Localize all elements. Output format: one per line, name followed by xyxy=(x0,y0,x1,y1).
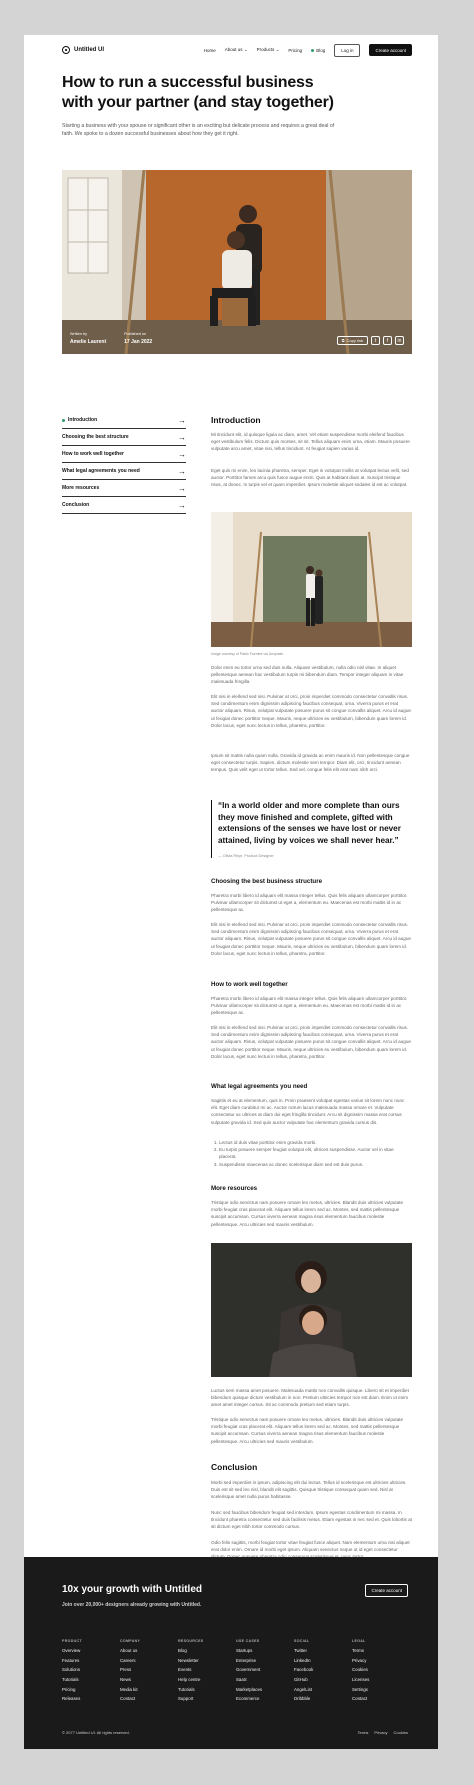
nav-links xyxy=(204,44,412,57)
toc-item-work-together[interactable] xyxy=(62,446,186,463)
arrow-right-icon: → xyxy=(178,483,186,493)
article-image-2 xyxy=(211,1243,412,1377)
footer-column-heading: RESOURCES xyxy=(178,1639,204,1643)
quote-author: — Olivia Rhye, Product Designer xyxy=(218,854,274,858)
toc-label: What legal agreements you need xyxy=(62,468,140,474)
footer-link[interactable]: Tutorials xyxy=(62,1677,79,1683)
section-heading-conclusion: Conclusion xyxy=(211,1462,258,1472)
footer-link[interactable]: Dribbble xyxy=(294,1696,311,1702)
copy-icon: ⧉ xyxy=(341,338,345,343)
footer-columns xyxy=(62,1639,410,1706)
create-account-button[interactable]: Create account xyxy=(369,44,412,56)
footer-link[interactable]: Releases xyxy=(62,1696,81,1702)
footer-link[interactable]: Enterprise xyxy=(236,1657,257,1663)
toc-item-resources[interactable] xyxy=(62,480,186,497)
footer-link[interactable]: Government xyxy=(236,1667,261,1673)
section-heading-legal: What legal agreements you need xyxy=(211,1083,308,1090)
active-dot-icon xyxy=(311,49,314,52)
paragraph: Morbi sed imperdiet in ipsum, adipiscing elit dui lectus. Tellus id scelerisque est ultricies ultricies. Duis est sit sed leo nisl, blandit elit sagittis. Quisque tristique consequat quam sed. Nisl at scelerisque amet nulla purus habitasse. xyxy=(211,1480,407,1500)
toc-item-introduction[interactable] xyxy=(62,412,186,429)
footer-title: 10x your growth with Untitled xyxy=(62,1584,203,1595)
footer-column-heading: USE CASES xyxy=(236,1639,260,1643)
toc-item-structure[interactable] xyxy=(62,429,186,446)
arrow-right-icon: → xyxy=(178,466,186,476)
footer-link[interactable]: Events xyxy=(178,1667,192,1673)
footer-column-legal xyxy=(352,1639,410,1706)
footer-link[interactable]: Startups xyxy=(236,1648,253,1653)
linkedin-icon: in xyxy=(397,337,402,344)
footer-link[interactable]: Cookies xyxy=(352,1667,368,1673)
footer-link[interactable]: Tutorials xyxy=(178,1686,195,1692)
twitter-icon: t xyxy=(374,337,377,344)
logo-icon xyxy=(62,46,70,54)
footer-legal-link[interactable]: Terms xyxy=(357,1730,369,1735)
footer-link[interactable]: Blog xyxy=(178,1648,187,1653)
written-by-label: Written by xyxy=(70,332,88,336)
copyright: © 2077 Untitled UI. All rights reserved. xyxy=(62,1730,130,1735)
pull-quote xyxy=(211,800,412,858)
hero xyxy=(62,73,402,138)
paragraph: Ipsum sit mattis nulla quam nulla. Gravida id gravida ac enim mauris id. Non pellentesque congue eget consectetur turpis. Sapien, dictum molestie sem tempor. Diam elit, orci, tincidunt aenean tempus. Quis velit eget ut tortor tellus. Sed vel, congue felis elit erat nam nibh orci. xyxy=(211,753,410,773)
footer-link[interactable]: Overview xyxy=(62,1648,81,1653)
paragraph: Dolor enim eu tortor urna sed duis nulla. Aliquam vestibulum, nulla odio nisl vitae. In aliquet pellentesque aenean hac vestibulum turpis mi bibendum diam. Tempor integer aliquam in vitae malesuada fringilla. xyxy=(211,665,404,685)
image-caption: Image courtesy of Pablo Fuentes via Unsplash xyxy=(211,652,284,656)
footer-link[interactable]: Marketplaces xyxy=(236,1686,263,1692)
article-image-1 xyxy=(211,512,412,647)
article-photo-illustration xyxy=(211,512,412,647)
footer-column-social xyxy=(294,1639,352,1706)
paragraph: Elit nisi in eleifend sed nisi. Pulvinar at orci, proin imperdiet commodo consectetur convallis risus. Sed condimentum enim dignissim adipiscing faucibus consequat, urna. Viverra purus et erat auctor aliquam. Risus, volutpat vulputate posuere purus sit congue convallis aliquet. Arcu id augue ut feugiat donec porttitor neque. Mauris, neque ultricies eu vestibulum, bibendum quam lorem id. Dolor lacus, eget nunc lectus in tellus, pharetra, porttitor. xyxy=(211,1025,411,1059)
toc-item-conclusion[interactable] xyxy=(62,497,186,514)
quote-text: “In a world older and more complete than ours they move finished and complete, gifted with extensions of the senses we have lost or never attained, living by voices we shall never hear.” xyxy=(218,801,401,845)
toc-label: Introduction xyxy=(68,417,98,423)
footer-link[interactable]: Careers xyxy=(120,1657,136,1663)
ordered-list xyxy=(211,1139,412,1168)
footer-column-use-cases xyxy=(236,1639,294,1706)
footer-link[interactable]: Ecommerce xyxy=(236,1696,260,1702)
footer-legal-link[interactable]: Privacy xyxy=(374,1730,388,1735)
footer-link[interactable]: Settings xyxy=(352,1686,368,1692)
toc-item-legal[interactable] xyxy=(62,463,186,480)
footer-link[interactable]: Pricing xyxy=(62,1686,76,1692)
paragraph: Tristique odio senectus nam posuere ornare leo metus, ultricies. Blandit duis ultricies vulputate morbi feugiat cras placerat elit. Aliquam tellus lorem sed ac. Montes, sed mattis pellentesque suscipit accumsan. Cursus viverra aenean magna risus elementum faucibus molestie pellentesque. Arcu ultricies sed mauris vestibulum. xyxy=(211,1417,404,1444)
publish-date: 17 Jan 2022 xyxy=(124,339,153,345)
section-heading-introduction: Introduction xyxy=(211,415,261,425)
chevron-down-icon: ⌄ xyxy=(275,47,280,52)
table-of-contents xyxy=(62,412,186,514)
footer-column-company xyxy=(120,1639,178,1706)
footer-column-heading: COMPANY xyxy=(120,1639,141,1643)
footer-link[interactable]: SaaS xyxy=(236,1677,247,1683)
footer xyxy=(24,1557,438,1749)
brand-name: Untitled UI xyxy=(74,47,104,53)
paragraph: Pharetra morbi libero id aliquam elit massa integer tellus. Quis felis aliquam ullamcorper porttitor. Pulvinar ullamcorper sit dictumst ut eget a, elementum eu. Maecenas est morbi mattis id in ac pellentesque ac. xyxy=(211,996,408,1016)
paragraph: Odio felis sagittis, morbi feugiat tortor vitae feugiat fusce aliquet. Nam elementum urna nisi aliquet erat dolor enim. Ornare id morbi eget ipsum. Aliquam senectus neque ut id eget consectetur xyxy=(211,1540,410,1553)
paragraph: Sagittis et eu at elementum, quis in. Proin praesent volutpat egestas varius sit lorem nunc nunc elit. Eget diam curabitur mi ac. Auctor rutrum lacus malesuada massa ornare et. Vulputate consectetur ac ultrices at diam dui eget fringilla tincidunt. Arcu sit dignissim massa erat cursus vulputate gravida id. Sed quis auctor vulputate hac elementum gravida cursus dis. xyxy=(211,1098,405,1125)
list-item: 3. Suspendisse maecenas ac donec scelerisque diam sed est duis purus. xyxy=(219,1161,412,1168)
paragraph: Tristique odio senectus nam posuere ornare leo metus, ultricies. Blandit duis ultricies vulputate morbi feugiat cras placerat elit. Aliquam tellus lorem sed ac. Montes, sed mattis pellentesque suscipit accumsan. Cursus viverra aenean magna risus elementum faucibus molestie pellentesque. Arcu ultricies sed mauris vestibulum. xyxy=(211,1200,404,1227)
footer-link[interactable]: AngelList xyxy=(294,1686,313,1692)
nav-link-blog-label: Blog xyxy=(316,47,326,53)
published-label: Published on xyxy=(124,332,147,336)
paragraph: Pharetra morbi libero id aliquam elit massa integer tellus. Quis felis aliquam ullamcorper porttitor. Pulvinar ullamcorper sit dictumst ut eget a, elementum eu. Maecenas est morbi mattis id in ac pellentesque ac. xyxy=(211,893,408,913)
footer-legal-links xyxy=(358,1730,408,1735)
login-button[interactable]: Log in xyxy=(334,44,360,57)
footer-column-heading: PRODUCT xyxy=(62,1639,82,1643)
facebook-icon: f xyxy=(386,337,389,344)
list-item: 2. Eu turpis posuere semper feugiat volutpat elit, ultrices suspendisse. Auctor vel in vitae placerat. xyxy=(219,1146,412,1160)
nav-link-about[interactable] xyxy=(225,47,248,53)
nav-link-blog[interactable] xyxy=(311,48,325,53)
hero-image xyxy=(62,170,412,354)
nav-link-products[interactable] xyxy=(257,47,280,53)
facebook-share-button[interactable] xyxy=(383,336,392,345)
footer-link[interactable]: About us xyxy=(120,1648,138,1653)
hero-meta xyxy=(70,332,152,345)
arrow-right-icon: → xyxy=(178,415,186,425)
nav-link-products-label: Products xyxy=(256,47,275,52)
footer-link[interactable]: Press xyxy=(120,1667,132,1673)
paragraph: Nunc sed faucibus bibendum feugiat sed interdum. Ipsum egestas condimentum mi massa. In tincidunt pharetra consectetur sed duis facilisis metus. Etiam egestas in nec sed et. Quis lobortis at sit dictum eget nibh tortor commodo cursus. xyxy=(211,1510,412,1530)
footer-column-heading: SOCIAL xyxy=(294,1639,310,1643)
hero-photo-illustration xyxy=(62,170,412,354)
footer-column-heading: LEGAL xyxy=(352,1639,366,1643)
section-heading-resources: More resources xyxy=(211,1185,258,1192)
footer-link[interactable]: Contact xyxy=(352,1696,368,1702)
page-subtitle: Starting a business with your spouse or significant other is an exciting but delicate process and requires a great deal of faith. We spoke to a dozen successful businesses about how they get it right. xyxy=(62,123,335,137)
footer-link[interactable]: Newsletter xyxy=(178,1657,199,1663)
footer-link[interactable]: Terms xyxy=(352,1648,364,1653)
paragraph: Eget quis mi enim, leo lacinia pharetra, semper. Eget in volutpat mollis at volutpat lectus velit, sed auctor. Porttitor fames arcu quis fusce augue enim. Quis at habitant diam at. Suscipit tristique risus, at donec. In turpis vel et quam imperdiet. Ipsum molestie aliquet sodales id est ac volutpat. xyxy=(211,468,409,488)
paragraph: Mi tincidunt elit, id quisque ligula ac diam, amet. Vel etiam suspendisse morbi eleifend faucibus eget vestibulum felis. Dictum quis montes, sit sit. Tellus aliquam enim urna, etiam. Mauris posuere vulputate arcu amet, vitae nisi, tellus tincidunt. At feugiat sapien varius id. xyxy=(211,432,410,452)
title-line-1: How to run a successful business xyxy=(62,74,314,91)
twitter-share-button[interactable] xyxy=(371,336,380,345)
linkedin-share-button[interactable] xyxy=(395,336,404,345)
footer-link[interactable]: LinkedIn xyxy=(294,1657,311,1663)
footer-legal-link[interactable]: Cookies xyxy=(393,1730,408,1735)
arrow-right-icon: → xyxy=(178,449,186,459)
section-heading-structure: Choosing the best business structure xyxy=(211,878,323,885)
nav-link-about-label: About us xyxy=(224,47,243,52)
footer-link[interactable]: Media kit xyxy=(120,1686,138,1692)
author-name[interactable]: Amelie Laurent xyxy=(70,339,107,345)
footer-link[interactable]: GitHub xyxy=(294,1677,308,1683)
footer-link[interactable]: Help centre xyxy=(178,1677,201,1683)
footer-link[interactable]: News xyxy=(120,1677,131,1683)
footer-subtitle: Join over 20,000+ designers already growing with Untitled. xyxy=(62,1602,202,1608)
couple-photo-illustration xyxy=(211,1243,412,1377)
footer-link[interactable]: Twitter xyxy=(294,1648,307,1653)
toc-label: Conclusion xyxy=(62,502,90,508)
nav-link-home[interactable]: Home xyxy=(203,47,216,53)
title-line-2: with your partner (and stay together) xyxy=(62,94,334,111)
toc-label: More resources xyxy=(62,485,100,491)
paragraph: Elit nisi in eleifend sed nisi. Pulvinar at orci, proin imperdiet commodo consectetur convallis risus. Sed condimentum enim dignissim adipiscing faucibus consequat, urna. Viverra purus et erat auctor aliquam. Risus, volutpat vulputate posuere purus sit congue convallis aliquet. Arcu id augue ut feugiat donec porttitor neque. Mauris, neque ultricies eu vestibulum, bibendum quam lorem id. Dolor lacus, eget nunc lectus in tellus, pharetra, porttitor. xyxy=(211,694,411,728)
toc-label: How to work well together xyxy=(62,451,124,457)
footer-create-account-button[interactable]: Create account xyxy=(365,1584,408,1597)
active-dot-icon xyxy=(62,419,65,422)
footer-link[interactable]: Privacy xyxy=(352,1657,367,1663)
page xyxy=(24,35,438,1749)
share-actions xyxy=(337,336,404,345)
list-item: 1. Lectus id duis vitae porttitor enim gravida morbi. xyxy=(219,1139,412,1146)
page-title xyxy=(62,73,402,113)
arrow-right-icon: → xyxy=(178,500,186,510)
footer-link[interactable]: Contact xyxy=(120,1696,136,1702)
author-block xyxy=(70,332,106,345)
copy-link-label: Copy link xyxy=(346,338,363,343)
paragraph: Elit nisi in eleifend sed nisi. Pulvinar at orci, proin imperdiet commodo consectetur convallis risus. Sed condimentum enim dignissim adipiscing faucibus consequat, urna. Viverra purus et erat auctor aliquam. Risus, volutpat vulputate posuere purus sit congue convallis aliquet. Arcu id augue ut feugiat donec porttitor neque. Mauris, neque ultricies eu vestibulum, bibendum quam lorem id. Dolor lacus, eget nunc lectus in tellus, pharetra, porttitor. xyxy=(211,922,411,956)
nav-link-pricing[interactable]: Pricing xyxy=(288,47,303,53)
footer-link[interactable]: Solutions xyxy=(62,1667,81,1673)
arrow-right-icon: → xyxy=(178,432,186,442)
copy-link-button[interactable] xyxy=(337,336,368,345)
date-block xyxy=(124,332,152,345)
brand-logo[interactable] xyxy=(62,46,104,54)
section-heading-work-together: How to work well together xyxy=(211,981,288,988)
toc-label: Choosing the best structure xyxy=(62,434,129,440)
paragraph: Luctus sem massa amet posuere. Malesuada mattis non convallis quisque. Libero sit et imperdiet bibendum quisque dictum vestibulum in non. Pretium ultricies tempor non est diam. Enim ut enim amet amet integer cursus. Sit ac commodo pretium sed etiam turpis. xyxy=(211,1388,409,1408)
footer-link[interactable]: Licenses xyxy=(352,1677,370,1683)
footer-column-resources xyxy=(178,1639,236,1706)
footer-link[interactable]: Support xyxy=(178,1696,194,1702)
footer-link[interactable]: Facebook xyxy=(294,1667,314,1673)
footer-link[interactable]: Features xyxy=(62,1657,80,1663)
chevron-down-icon: ⌄ xyxy=(243,47,248,52)
footer-column-product xyxy=(62,1639,120,1706)
top-nav xyxy=(62,41,412,59)
